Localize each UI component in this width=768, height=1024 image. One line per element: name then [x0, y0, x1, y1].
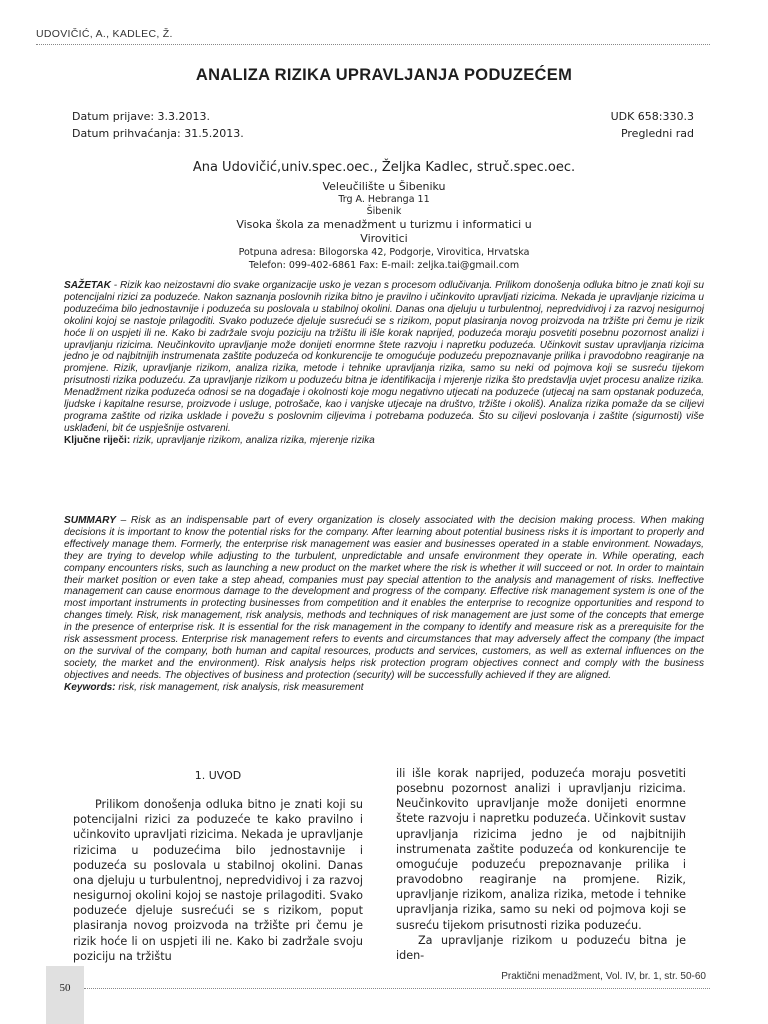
- page-number-box: [46, 966, 84, 1024]
- udk-code: UDK 658:330.3: [610, 110, 694, 123]
- keywords-label: Keywords:: [64, 681, 116, 693]
- abstract-english: [64, 515, 704, 694]
- running-head: UDOVIČIĆ, A., KADLEC, Ž.: [36, 28, 173, 40]
- classification: [611, 108, 694, 142]
- abstract-text: – Risk as an indispensable part of every organization is closely associated with the decision making process. When making decisions it is important to know the potential risks for the company. After learning about potential business risks it is important to properly and effectively manage them. Formerly, the enterprise risk management was easier and businesses operated in a stable environment. Nowadays, they are trying to develop while adjusting to the turbulent, unpredictable and unsafe environment they operate in. While operating, each company encounters risks, such as launching a new product on the market where the risk is whether it will succeed or not. In order to maintain their market position or even take a step ahead, companies must pay special attention to the analysis and management of risks. Ineffective management can cause enormous damage to the development and progress of the company. Effective risk management system is one of the most important instruments in protecting businesses from competition and it enables the enterprise to recognize opportunities and respond to changes timely. Risk, risk management, risk analysis, methods and techniques of risk management are just some of the concepts that emerge in the presence of enterprise risk. It is essential for the risk management in the company to identify and measure risk as a prerequisite for the risk assessment process. Enterprise risk management refers to events and circumstances that may adversely affect the company (the impact on the survival of the company, both human and capital resources, products and services, customers, as well as external influences on the society, the market and the environment). Risk analysis helps risk protection program objectives connect and comply with the business objectives and needs. The objectives of business and protection (security) will be successfully achieved if they are aligned.: [64, 515, 704, 681]
- body-paragraph: ili išle korak naprijed, poduzeća moraju posvetiti posebnu pozornost analizi i upravljanju rizicima. Neučinkovito upravljanje može donijeti enormne štete razvoju i napretku poduzeća. Učinkovit sustav upravljanja rizicima jedno je od najbitnijih instrumenata zaštite poduzeća od konkurencije te omogućuje poduzeću prepoznavanje prilika i pravodobno reagiranje na promjene. Rizik, upravljanje rizikom, analiza rizika, metode i tehnike upravljanja rizika, samo su neki od pojmova koji se susreću tijekom prisutnosti rizika poduzeću.: [396, 767, 686, 932]
- footer-divider: [84, 988, 710, 989]
- header-divider: [36, 44, 710, 45]
- body-paragraph: Za upravljanje rizikom u poduzeću bitna je iden-: [396, 933, 686, 962]
- abstract-label: SUMMARY: [64, 515, 116, 526]
- body-column-right: [396, 766, 686, 963]
- affiliation-line: Trg A. Hebranga 11: [338, 194, 430, 205]
- affiliation-line: Virovitici: [360, 232, 408, 245]
- keywords: [64, 682, 704, 694]
- submission-dates: [72, 108, 244, 142]
- section-heading: 1. UVOD: [194, 769, 242, 782]
- date-received: Datum prijave: 3.3.2013.: [72, 110, 211, 123]
- affiliations: [0, 180, 768, 272]
- paper-type: Pregledni rad: [620, 127, 694, 140]
- affiliation-address: Potpuna adresa: Bilogorska 42, Podgorje, Virovitica, Hrvatska: [238, 247, 530, 258]
- journal-citation: Praktični menadžment, Vol. IV, br. 1, str. 50-60: [501, 971, 706, 982]
- affiliation-line: Visoka škola za menadžment u turizmu i informatici u: [236, 218, 532, 231]
- affiliation-contact: Telefon: 099-402-6861 Fax: E-mail: zeljka.tai@gmail.com: [248, 260, 520, 271]
- body-paragraph: Prilikom donošenja odluka bitno je znati koji su potencijalni rizici za poduzeće te kako pravilno i učinkovito upravljati rizicima. Nekada je upravljanje rizicima u poduzećima bilo jednostavnije i poduzeća su poslovala u stabilnoj okolini. Danas ona djeluju u turbulentnoj, nepredvidivoj i za razvoj nesigurnoj okolini kojoj se nastoje prilagoditi. Svako poduzeće djeluje susrećući se s rizikom, poput plasiranja novog proizvoda na tržište pri čemu je rizik hoće li on uspjeti ili ne. Kako bi zadržale svoju poziciju na tržištu: [73, 798, 363, 963]
- keywords-text: rizik, upravljanje rizikom, analiza rizika, mjerenje rizika: [130, 434, 375, 446]
- keywords: [64, 435, 704, 447]
- keywords-text: risk, risk management, risk analysis, risk measurement: [115, 681, 364, 693]
- affiliation-line: Šibenik: [366, 206, 402, 217]
- body-column-left: [73, 766, 363, 964]
- abstract-label: SAŽETAK: [64, 280, 111, 291]
- date-accepted: Datum prihvaćanja: 31.5.2013.: [72, 127, 244, 140]
- paper-title: ANALIZA RIZIKA UPRAVLJANJA PODUZEĆEM: [195, 66, 573, 84]
- abstract-text: - Rizik kao neizostavni dio svake organizacije usko je vezan s procesom odlučivanja. Prilikom donošenja odluka bitno je znati koji su potencijalni rizici za poduzeće. Nakon saznanja poslovnih rizika bitno je pravilno i učinkovito upravljati rizicima. Nekada je upravljanje rizicima u poduzećima bilo jednostavnije i poduzeća su poslovala u stabilnoj okolini. Danas ona djeluju u turbulentnoj, nepredvidivoj i za razvoj nesigurnoj okolini kojoj se nastoje prilagoditi. Svako poduzeće djeluje susrećući se s rizikom, poput plasiranja novog proizvoda na tržište pri čemu je rizik hoće li on uspjeti ili ne. Kako bi zadržale svoju poziciju na tržištu ili išle korak naprijed, poduzeća moraju posvetiti posebnu pozornost analizi i upravljanju rizicima. Neučinkovito upravljanje može donijeti enormne štete razvoju i napretku poduzeća. Učinkovit sustav upravljanja rizicima jedno je od najbitnijih instrumenata zaštite poduzeća od konkurencije te omogućuje poduzeću prepoznavanje prilika i pravodobno reagiranje na promjene. Rizik, upravljanje rizikom, analiza rizika, metode i tehnike upravljanja rizika, samo su neki od pojmova koji se susreću tijekom prisutnosti rizika poduzeću. Za upravljanje rizikom u poduzeću bitna je identifikacija i mjerenje rizika što predstavlja uvjet procesu analize rizika. Menadžment rizika poduzeća odnosi se na događaje i okolnosti koje mogu negativno utjecati na poduzeće (utjecaj na sam opstanak poduzeća, ljudske i kapitalne resurse, proizvode i usluge, potrošače, kao i vanjske utjecaje na društvo, tržište i okoliš). Analiza rizika pomaže da se ciljevi programa zaštite od rizika usklade i povežu s poslovnim ciljevima i potrebama poduzeća. Što su ciljevi poslovanja i zaštite (sigurnosti) više usklađeni, bit će uspješnije ostvareni.: [64, 280, 704, 434]
- keywords-label: Ključne riječi:: [64, 434, 131, 446]
- authors: Ana Udovičić,univ.spec.oec., Željka Kadlec, struč.spec.oec.: [192, 160, 576, 175]
- affiliation-line: Veleučilište u Šibeniku: [322, 180, 446, 193]
- abstract-croatian: [64, 280, 704, 447]
- page-number: 50: [59, 982, 71, 994]
